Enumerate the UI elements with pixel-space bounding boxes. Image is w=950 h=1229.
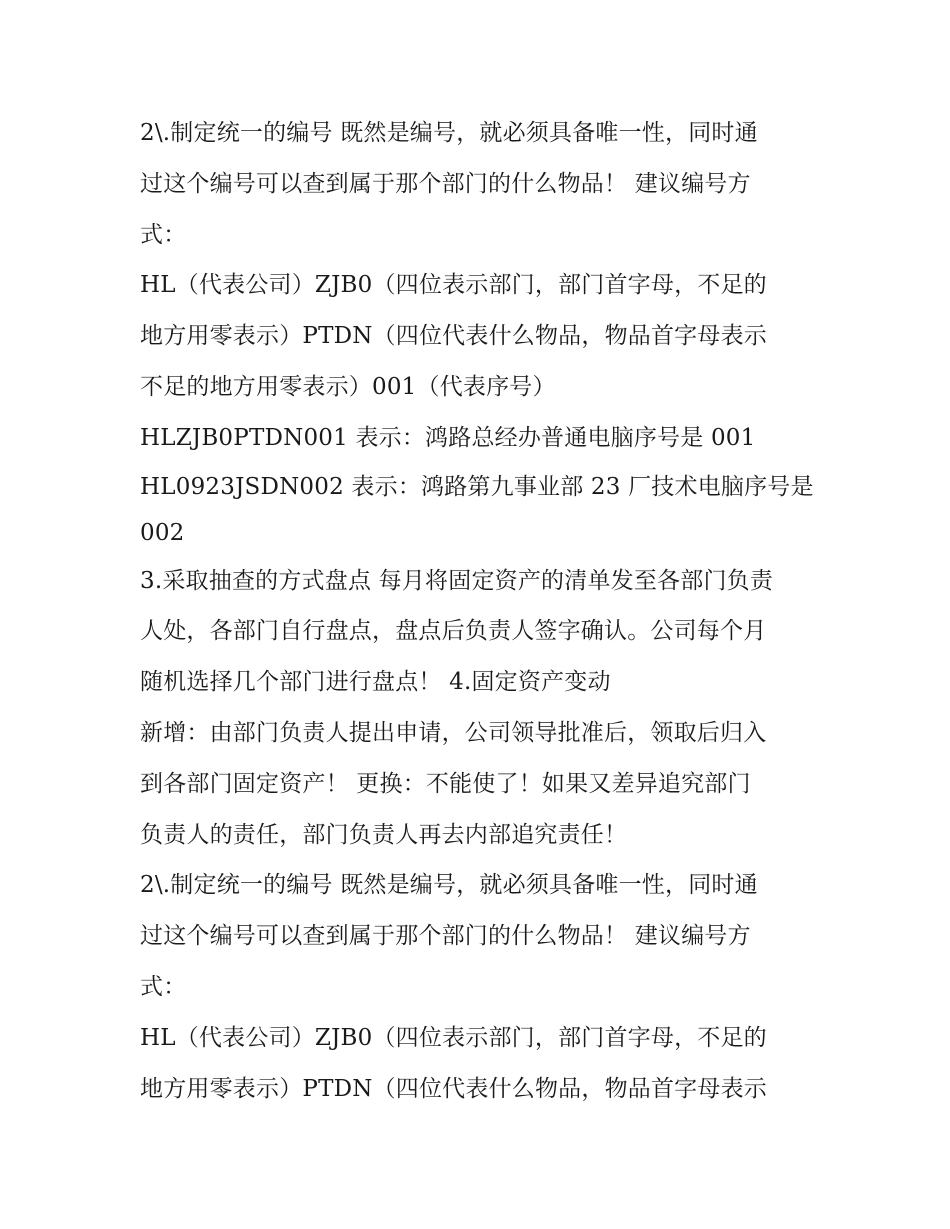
text-line: 地方用零表示）PTDN（四位代表什么物品，物品首字母表示 [140,1075,767,1102]
text-line: 002 [140,519,185,546]
text-line: 式： [140,973,187,1000]
text-line: 随机选择几个部门进行盘点！ 4.固定资产变动 [140,669,611,696]
text-line: 不足的地方用零表示）001（代表序号） [140,373,556,400]
text-line: 式： [140,221,187,248]
text-line: 过这个编号可以查到属于那个部门的什么物品！ 建议编号方 [140,170,751,197]
text-line: HL0923JSDN002 表示：鸿路第九事业部 23 厂技术电脑序号是 [140,473,814,500]
text-line: HLZJB0PTDN001 表示：鸿路总经办普通电脑序号是 001 [140,424,756,451]
text-line: 3.采取抽查的方式盘点 每月将固定资产的清单发至各部门负责 [140,567,774,594]
text-line: 2\.制定统一的编号 既然是编号，就必须具备唯一性，同时通 [140,120,758,146]
text-line: 到各部门固定资产！ 更换：不能使了！如果又差异追究部门 [140,770,751,797]
text-line: HL（代表公司）ZJB0（四位表示部门，部门首字母，不足的 [140,1024,767,1051]
text-line: 新增：由部门负责人提出申请，公司领导批准后，领取后归入 [140,719,767,746]
text-line: 2\.制定统一的编号 既然是编号，就必须具备唯一性，同时通 [140,872,758,899]
text-line: HL（代表公司）ZJB0（四位表示部门，部门首字母，不足的 [140,272,767,299]
text-line: 过这个编号可以查到属于那个部门的什么物品！ 建议编号方 [140,923,751,950]
text-line: 负责人的责任，部门负责人再去内部追究责任！ [140,821,628,848]
document-body [140,108,820,1114]
text-line: 地方用零表示）PTDN（四位代表什么物品，物品首字母表示 [140,323,767,350]
text-line: 人处，各部门自行盘点，盘点后负责人签字确认。公司每个月 [140,618,767,645]
